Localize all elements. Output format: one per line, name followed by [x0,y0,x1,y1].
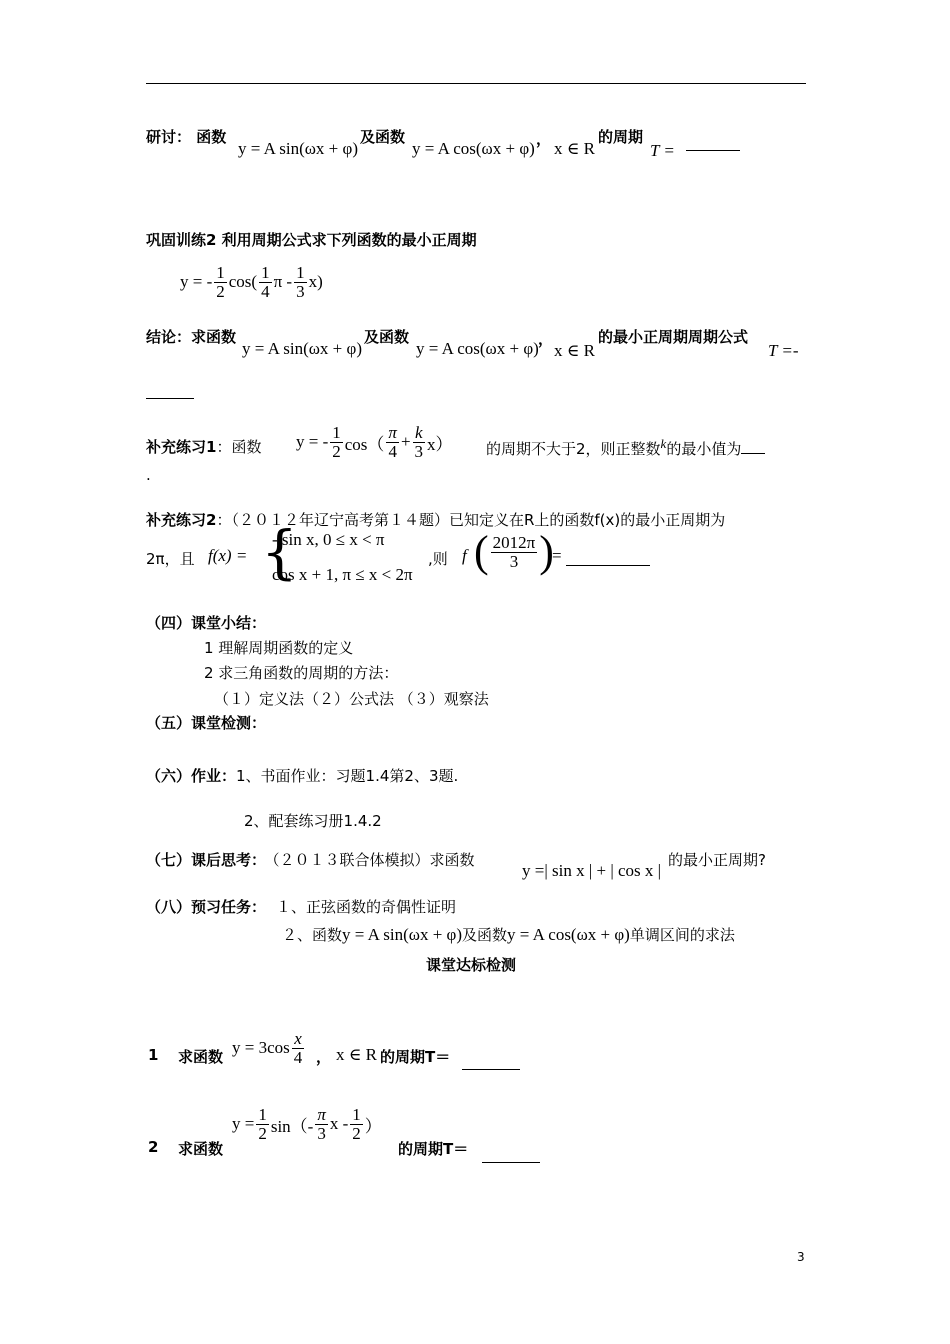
buchong2-fx: f(x) = [208,546,248,565]
test-q2-end: ） [364,1116,382,1136]
yantao-period: 的周期 [598,128,644,146]
think-tail: 的最小正周期? [668,851,766,869]
jielun-domain: x ∈ R [554,341,595,360]
test-q2-frac-2 [315,1106,328,1143]
jielun-formula-label: 的最小正周期周期公式 [598,328,749,346]
page-number: 3 [797,1250,805,1264]
buchong1-colon: ：函数 [216,438,262,456]
yantao-formula-cos: y = A cos(ωx + φ) [412,139,535,158]
preview-title: （八）预习任务： [146,898,267,916]
buchong2-den: 3 [509,551,519,571]
summary-title: （四）课堂小结： [146,614,267,632]
test-q2-d1: 2 [258,1123,267,1143]
test-q2-frac-3 [350,1106,363,1143]
test-q2-n3: 1 [352,1105,361,1124]
gonggu-frac-1 [214,264,227,301]
test-q2-tail: 的周期T＝ [398,1140,469,1158]
think-title: （七）课后思考： [146,851,267,869]
buchong1-n3: k [415,423,423,442]
gonggu-end: x) [308,272,323,292]
test-q1-comma: ， [316,1048,332,1066]
test-q2-mid: x - [329,1114,349,1134]
buchong1-d3: 3 [414,441,424,461]
test-q1-frac [292,1030,305,1067]
test-q2-d2: 3 [317,1123,326,1143]
buchong2-eq: = [552,546,562,565]
jielun-formula-cos: y = A cos(ωx + φ) [416,339,539,358]
test-q1-domain: x ∈ R [336,1045,377,1064]
buchong2-text: ：（２０１２年辽宁高考第１４题）已知定义在R上的函数f(x)的最小正周期为 [216,511,726,529]
buchong1-line [146,436,261,457]
buchong1-text: 的周期不大于2，则正整数 [486,440,661,458]
preview-item-1: １、正弦函数的奇偶性证明 [276,898,457,916]
buchong2-line1 [146,509,725,530]
test-q2-d3: 2 [352,1123,361,1143]
buchong1-n1: 1 [332,423,341,442]
homework-item-1: 1、书面作业：习题1.4第2、3题. [236,767,459,785]
buchong2-num: 2012π [492,532,536,552]
preview-item-2b: 及函数 [462,926,508,944]
buchong1-text-line [486,436,765,459]
test-q2-label: 求函数 [178,1140,224,1158]
buchong2-f: f [462,546,467,565]
test-q2-blank [482,1162,540,1163]
buchong1-d1: 2 [332,441,341,461]
gonggu-cos: cos( [228,272,258,292]
gonggu-mid: π - [273,272,293,292]
buchong1-frac-3 [413,424,426,461]
test-q1-tail: 的周期T＝ [380,1048,451,1066]
test-q1-label: 求函数 [178,1048,224,1066]
preview-formula-sin: y = A sin(ωx + φ) [342,925,463,944]
preview-item-2a: ２、函数 [282,926,343,944]
buchong2-case1: - sin x, 0 ≤ x < π [272,530,385,549]
check-title: （五）课堂检测： [146,714,267,732]
buchong2-lparen: ( [474,527,489,576]
gonggu-d1: 2 [216,281,225,301]
jielun-comma: ， [538,330,554,348]
buchong1-formula [296,424,453,461]
summary-item-1: 1 理解周期函数的定义 [204,639,354,657]
gonggu-n3: 1 [296,263,305,282]
test-q2-sin: sin（- [270,1116,314,1136]
buchong2-blank [566,565,650,566]
buchong1-n2: π [388,423,397,442]
buchong2-frac [491,534,538,571]
buchong2-label: 补充练习2 [146,511,217,529]
homework-item-2: 2、配套练习册1.4.2 [244,812,382,830]
yantao-comma: ， [536,130,552,148]
test-q2-y: y = [232,1114,255,1134]
buchong1-frac-2 [386,424,399,461]
preview-item-2c: 单调区间的求法 [629,926,735,944]
buchong1-frac-1 [330,424,343,461]
yantao-T: T = [650,141,675,160]
yantao-domain: x ∈ R [554,139,595,158]
yantao-label: 研讨： 函数 [146,128,227,146]
buchong1-end: x） [427,434,453,454]
preview-formula-cos: y = A cos(ωx + φ) [507,925,630,944]
jielun-and: 及函数 [364,328,410,346]
test-title: 课堂达标检测 [426,956,517,974]
top-rule [146,83,806,84]
test-q1-blank [462,1069,520,1070]
gonggu-formula [180,264,323,301]
buchong1-y: y = - [296,432,329,452]
jielun-blank [146,398,194,399]
test-q2-frac-1 [256,1106,269,1143]
test-q2-n2: π [317,1105,326,1124]
buchong1-dot: . [146,466,151,484]
buchong1-label: 补充练习1 [146,438,217,456]
buchong1-blank [741,453,765,454]
think-text: （２０１３联合体模拟）求函数 [272,851,475,869]
preview-line-1 [146,896,456,917]
test-q2-n1: 1 [258,1105,267,1124]
summary-methods: （１）定义法（２）公式法 （３）观察法 [214,690,489,708]
homework-title: （六）作业： [146,767,237,785]
test-q1-formula [232,1030,306,1067]
buchong2-arg [474,527,554,576]
jielun-formula-sin: y = A sin(ωx + φ) [242,339,362,358]
gonggu-d3: 3 [296,281,305,301]
gonggu-n1: 1 [216,263,225,282]
test-q1-number: 1 [148,1046,159,1064]
buchong2-line2a: 2π，且 [146,550,195,568]
jielun-T: T =- [768,341,799,360]
buchong1-k: k [660,436,667,451]
buchong2-brace: { [261,518,298,586]
buchong2-rparen: ) [539,527,554,576]
test-q2-formula [232,1106,382,1143]
homework-line [146,765,458,786]
yantao-formula-sin: y = A sin(ωx + φ) [238,139,358,158]
test-q1-d: 4 [293,1047,303,1067]
buchong1-cos: cos（ [344,434,385,454]
preview-line-2 [282,924,735,945]
buchong2-case2: cos x + 1, π ≤ x < 2π [272,565,413,584]
buchong1-d2: 4 [388,441,397,461]
test-q1-y: y = 3cos [232,1038,290,1058]
gonggu-title: 巩固训练2 利用周期公式求下列函数的最小正周期 [146,231,477,249]
test-q2-number: 2 [148,1138,159,1156]
think-line [146,849,475,870]
buchong1-tail: 的最小值为 [666,440,742,458]
test-q1-n: x [294,1029,302,1048]
yantao-blank [686,150,740,151]
buchong1-plus: + [400,432,411,452]
gonggu-d2: 4 [261,281,270,301]
yantao-and: 及函数 [360,128,406,146]
jielun-label: 结论：求函数 [146,328,237,346]
gonggu-frac-3 [294,264,307,301]
think-formula: y =| sin x | + | cos x | [522,861,662,880]
gonggu-frac-2 [259,264,272,301]
gonggu-n2: 1 [261,263,270,282]
buchong2-then: ,则 [428,550,448,568]
summary-item-2: 2 求三角函数的周期的方法： [204,664,399,682]
gonggu-y: y = - [180,272,213,292]
